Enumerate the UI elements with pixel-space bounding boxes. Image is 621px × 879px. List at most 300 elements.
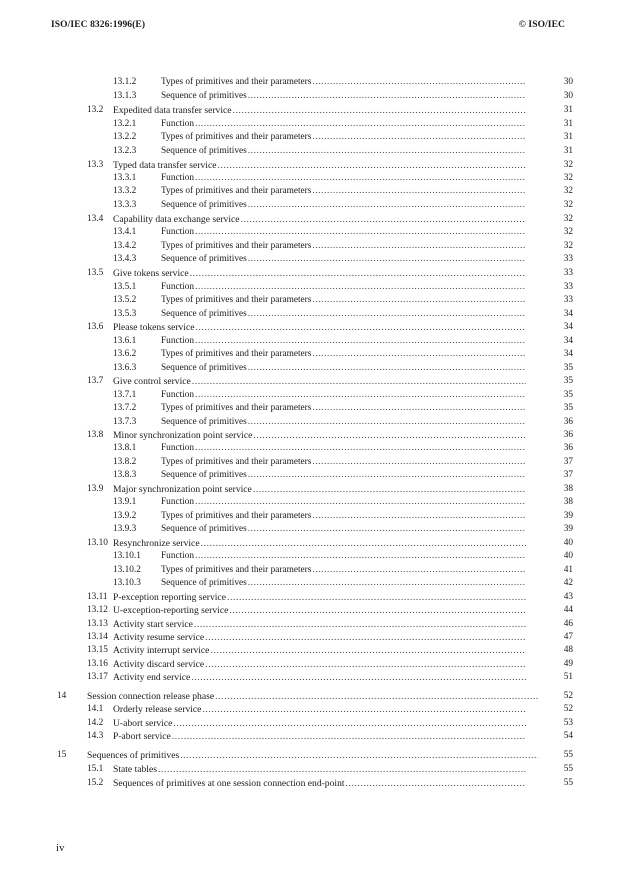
toc-entry[interactable] (0, 267, 621, 280)
toc-entry-title-text: Expedited data transfer service (113, 105, 232, 116)
toc-entry-title (87, 690, 538, 703)
toc-entry[interactable] (0, 591, 621, 604)
toc-entry-page: 54 (563, 731, 573, 741)
toc-entry-number: 13.4.2 (113, 241, 137, 251)
toc-entry-number: 13.8 (87, 430, 104, 440)
toc-entry-title (161, 442, 526, 455)
toc-entry-page: 39 (563, 511, 573, 521)
toc-entry-number: 13.6.3 (113, 363, 137, 373)
toc-entry-page: 53 (563, 718, 573, 728)
toc-entry-title-text: Sequences of primitives (87, 750, 180, 761)
toc-entry-page: 44 (563, 605, 573, 615)
toc-entry-title-text: Function (161, 551, 195, 561)
toc-entry-page: 31 (563, 146, 573, 156)
toc-entry[interactable] (0, 496, 621, 509)
toc-entry-title (113, 644, 526, 657)
dot-leader (241, 213, 526, 226)
toc-entry-title-text: Session connection release phase (87, 691, 215, 702)
toc-entry[interactable] (0, 564, 621, 577)
toc-entry-number: 15.1 (87, 764, 104, 774)
toc-entry-title-text: U-exception-reporting service (113, 605, 229, 616)
toc-entry-number: 13.3 (87, 160, 104, 170)
dot-leader (248, 145, 526, 158)
toc-entry-page: 36 (563, 430, 573, 440)
toc-entry-page: 34 (563, 322, 573, 332)
toc-entry-number: 13.16 (87, 659, 108, 669)
toc-entry-title (113, 321, 526, 334)
dot-leader (205, 658, 526, 671)
toc-entry-title (113, 483, 526, 496)
dot-leader (195, 496, 526, 509)
toc-entry[interactable] (0, 294, 621, 307)
toc-entry[interactable] (0, 185, 621, 198)
toc-entry-title (161, 172, 526, 185)
toc-entry[interactable] (0, 690, 621, 703)
toc-entry-number: 13.1.2 (113, 77, 137, 87)
toc-entry-title (113, 777, 526, 790)
toc-entry-page: 38 (563, 497, 573, 507)
toc-entry-title-text: Sequence of primitives (161, 200, 247, 210)
toc-entry-title-text: Function (161, 227, 195, 237)
toc-entry[interactable] (0, 777, 621, 790)
dot-leader (312, 456, 526, 469)
toc-entry-number: 13.5 (87, 268, 104, 278)
toc-entry-page: 31 (563, 119, 573, 129)
toc-entry-number: 13.4.1 (113, 227, 137, 237)
toc-entry-page: 32 (563, 186, 573, 196)
toc-entry-title (161, 348, 526, 361)
toc-entry-page: 30 (563, 77, 573, 87)
dot-leader (190, 267, 526, 280)
toc-entry-title-text: Types of primitives and their parameters (161, 403, 312, 413)
toc-entry-number: 13.17 (87, 672, 108, 682)
toc-entry-title-text: Types of primitives and their parameters (161, 349, 312, 359)
dot-leader (248, 199, 526, 212)
toc-entry-number: 13.2.2 (113, 132, 137, 142)
dot-leader (248, 577, 526, 590)
toc-entry-title-text: Please tokens service (113, 322, 195, 333)
toc-entry-number: 13.10.3 (113, 578, 141, 588)
toc-entry-title (113, 618, 526, 631)
toc-entry[interactable] (0, 145, 621, 158)
toc-entry-title-text: Sequence of primitives (161, 363, 247, 373)
toc-entry-number: 13.9 (87, 484, 104, 494)
toc-entry[interactable] (0, 730, 621, 743)
toc-entry-title (161, 308, 526, 321)
toc-entry-page: 51 (563, 672, 573, 682)
toc-entry-title-text: Activity resume service (113, 632, 205, 643)
toc-entry[interactable] (0, 671, 621, 684)
toc-entry-title (161, 118, 526, 131)
toc-entry-number: 13.2.3 (113, 146, 137, 156)
toc-entry-number: 13.9.1 (113, 497, 137, 507)
toc-entry-page: 32 (563, 214, 573, 224)
toc-entry-title-text: Sequence of primitives (161, 254, 247, 264)
toc-entry-page: 33 (563, 254, 573, 264)
toc-entry-title-text: Types of primitives and their parameters (161, 511, 312, 521)
dot-leader (248, 90, 526, 103)
dot-leader (217, 159, 526, 172)
toc-entry-title-text: Function (161, 173, 195, 183)
toc-entry-page: 49 (563, 659, 573, 669)
toc-entry-title-text: Function (161, 390, 195, 400)
toc-entry-title-text: Sequence of primitives (161, 417, 247, 427)
toc-entry-title-text: Types of primitives and their parameters (161, 457, 312, 467)
toc-entry-number: 13.8.3 (113, 470, 137, 480)
toc-entry-title (161, 145, 526, 158)
dot-leader (312, 240, 526, 253)
dot-leader (194, 618, 526, 631)
dot-leader (248, 362, 526, 375)
toc-entry-number: 14.3 (87, 731, 104, 741)
toc-entry[interactable] (0, 240, 621, 253)
toc-entry-title-text: Types of primitives and their parameters (161, 241, 312, 251)
toc-entry-page: 41 (563, 565, 573, 575)
toc-entry-number: 13.6.1 (113, 336, 137, 346)
toc-entry-number: 13.9.2 (113, 511, 137, 521)
toc-entry[interactable] (0, 537, 621, 550)
toc-entry-page: 34 (563, 349, 573, 359)
toc-entry-title (113, 213, 526, 226)
toc-entry-page: 36 (563, 443, 573, 453)
toc-entry[interactable] (0, 456, 621, 469)
toc-entry-title-text: Orderly release service (113, 704, 202, 715)
dot-leader (158, 763, 526, 776)
toc-entry-page: 48 (563, 645, 573, 655)
toc-entry-number: 13.1.3 (113, 91, 137, 101)
dot-leader (196, 321, 526, 334)
toc-entry[interactable] (0, 172, 621, 185)
dot-leader (195, 226, 526, 239)
toc-entry-number: 13.5.1 (113, 282, 137, 292)
dot-leader (229, 604, 526, 617)
dot-leader (248, 469, 526, 482)
toc-entry-title-text: P-exception reporting service (113, 592, 226, 603)
toc-entry-title-text: Activity discard service (113, 659, 205, 670)
toc-entry-title-text: U-abort service (113, 718, 173, 729)
toc-entry-number: 13.12 (87, 605, 108, 615)
toc-entry-page: 43 (563, 592, 573, 602)
toc-entry[interactable] (0, 118, 621, 131)
toc-entry-title (161, 253, 526, 266)
dot-leader (195, 442, 526, 455)
running-header-copyright: © ISO/IEC (518, 20, 565, 30)
toc-entry-page: 42 (563, 578, 573, 588)
toc-entry[interactable] (0, 604, 621, 617)
toc-entry[interactable] (0, 577, 621, 590)
toc-entry-number: 13.3.3 (113, 200, 137, 210)
toc-entry-page: 55 (563, 764, 573, 774)
dot-leader (312, 402, 526, 415)
toc-entry-page: 32 (563, 200, 573, 210)
toc-entry-title (161, 496, 526, 509)
toc-entry-title-text: Resynchronize service (113, 538, 200, 549)
toc-entry[interactable] (0, 703, 621, 716)
toc-entry[interactable] (0, 469, 621, 482)
dot-leader (227, 591, 526, 604)
toc-entry-title-text: Function (161, 282, 195, 292)
toc-entry[interactable] (0, 644, 621, 657)
dot-leader (248, 253, 526, 266)
toc-entry-number: 13.10 (87, 538, 108, 548)
toc-entry-title (113, 763, 526, 776)
toc-entry-title (113, 671, 526, 684)
toc-entry-page: 40 (563, 538, 573, 548)
toc-entry-number: 13.10.2 (113, 565, 141, 575)
toc-entry-page: 32 (563, 241, 573, 251)
toc-entry[interactable] (0, 199, 621, 212)
toc-entry-page: 34 (563, 309, 573, 319)
dot-leader (210, 644, 526, 657)
toc-entry-title (161, 362, 526, 375)
toc-entry-title (161, 416, 526, 429)
dot-leader (312, 294, 526, 307)
toc-entry-number: 13.8.1 (113, 443, 137, 453)
toc-entry-title-text: Minor synchronization point service (113, 430, 253, 441)
toc-entry[interactable] (0, 90, 621, 103)
toc-entry[interactable] (0, 104, 621, 117)
toc-entry-page: 35 (563, 363, 573, 373)
toc-entry-title-text: Activity end service (113, 672, 191, 683)
dot-leader (205, 631, 526, 644)
toc-entry-title (113, 717, 526, 730)
toc-entry-title (161, 185, 526, 198)
toc-entry-title (113, 658, 526, 671)
toc-entry-page: 37 (563, 470, 573, 480)
toc-entry-page: 31 (563, 105, 573, 115)
toc-entry-page: 47 (563, 632, 573, 642)
toc-entry-title (161, 523, 526, 536)
dot-leader (195, 550, 526, 563)
toc-entry-title (87, 749, 538, 762)
running-header-standard-id: ISO/IEC 8326:1996(E) (51, 20, 146, 30)
toc-entry-title (113, 429, 526, 442)
toc-entry-title (113, 537, 526, 550)
toc-entry-title (113, 730, 526, 743)
dot-leader (248, 308, 526, 321)
toc-entry[interactable] (0, 618, 621, 631)
toc-entry-title-text: State tables (113, 764, 157, 775)
toc-entry[interactable] (0, 429, 621, 442)
toc-entry[interactable] (0, 763, 621, 776)
toc-entry-title (161, 335, 526, 348)
toc-entry[interactable] (0, 510, 621, 523)
toc-entry-number: 13.3.1 (113, 173, 137, 183)
toc-entry-title (161, 294, 526, 307)
toc-entry[interactable] (0, 348, 621, 361)
toc-entry-number: 13.4.3 (113, 254, 137, 264)
dot-leader (195, 172, 526, 185)
toc-entry[interactable] (0, 550, 621, 563)
toc-entry-title-text: Capability data exchange service (113, 214, 240, 225)
toc-entry[interactable] (0, 76, 621, 89)
toc-entry-title (113, 631, 526, 644)
toc-entry-title-text: Sequence of primitives (161, 309, 247, 319)
toc-entry-title-text: Types of primitives and their parameters (161, 186, 312, 196)
toc-entry[interactable] (0, 717, 621, 730)
toc-entry-number: 13.7.1 (113, 390, 137, 400)
toc-entry-title-text: Function (161, 443, 195, 453)
toc-entry-number: 13.7.3 (113, 417, 137, 427)
toc-entry[interactable] (0, 375, 621, 388)
toc-entry-page: 32 (563, 173, 573, 183)
toc-entry-page: 30 (563, 91, 573, 101)
dot-leader (253, 483, 526, 496)
toc-entry-title (161, 577, 526, 590)
toc-entry-number: 13.5.2 (113, 295, 137, 305)
toc-entry-number: 13.6 (87, 322, 104, 332)
toc-entry[interactable] (0, 416, 621, 429)
toc-entry-title-text: Types of primitives and their parameters (161, 132, 312, 142)
toc-entry-title (161, 402, 526, 415)
toc-entry[interactable] (0, 631, 621, 644)
dot-leader (172, 730, 526, 743)
toc-entry-page: 33 (563, 268, 573, 278)
toc-entry-page: 37 (563, 457, 573, 467)
toc-entry-number: 13.11 (87, 592, 108, 602)
toc-entry-title-text: Activity start service (113, 619, 193, 630)
toc-entry-number: 13.5.3 (113, 309, 137, 319)
toc-entry-title (113, 591, 526, 604)
toc-entry-number: 13.2.1 (113, 119, 137, 129)
toc-entry-title (161, 240, 526, 253)
dot-leader (195, 335, 526, 348)
toc-entry-page: 32 (563, 227, 573, 237)
toc-entry-title-text: Activity interrupt service (113, 645, 210, 656)
toc-entry-title (113, 267, 526, 280)
toc-entry-page: 35 (563, 403, 573, 413)
toc-entry-page: 33 (563, 295, 573, 305)
dot-leader (195, 281, 526, 294)
toc-entry[interactable] (0, 523, 621, 536)
toc-entry-title (161, 510, 526, 523)
dot-leader (202, 703, 526, 716)
toc-entry-title-text: Give control service (113, 376, 191, 387)
toc-entry-title (113, 159, 526, 172)
dot-leader (233, 104, 526, 117)
toc-entry[interactable] (0, 335, 621, 348)
dot-leader (173, 717, 526, 730)
toc-entry-title (161, 90, 526, 103)
toc-entry-number: 15.2 (87, 778, 104, 788)
toc-entry-title-text: Types of primitives and their parameters (161, 295, 312, 305)
toc-entry[interactable] (0, 362, 621, 375)
dot-leader (253, 429, 526, 442)
toc-entry-page: 52 (563, 704, 573, 714)
dot-leader (191, 671, 526, 684)
page-number: iv (56, 842, 65, 854)
toc-entry-title (161, 456, 526, 469)
dot-leader (312, 564, 526, 577)
toc-entry-page: 35 (563, 376, 573, 386)
toc-entry-title (113, 604, 526, 617)
toc-entry-page: 38 (563, 484, 573, 494)
toc-entry-page: 34 (563, 336, 573, 346)
toc-entry-title (161, 469, 526, 482)
toc-entry[interactable] (0, 749, 621, 762)
toc-entry[interactable] (0, 308, 621, 321)
toc-entry[interactable] (0, 389, 621, 402)
toc-entry-title-text: Function (161, 119, 195, 129)
toc-entry[interactable] (0, 483, 621, 496)
toc-entry-title-text: Sequence of primitives (161, 91, 247, 101)
toc-entry-title-text: Sequence of primitives (161, 146, 247, 156)
toc-entry[interactable] (0, 213, 621, 226)
toc-entry[interactable] (0, 131, 621, 144)
dot-leader (195, 389, 526, 402)
toc-entry-title-text: P-abort service (113, 731, 171, 742)
dot-leader (195, 118, 526, 131)
dot-leader (346, 777, 526, 790)
dot-leader (312, 348, 526, 361)
toc-entry[interactable] (0, 226, 621, 239)
toc-entry-number: 13.2 (87, 105, 104, 115)
dot-leader (180, 749, 538, 762)
toc-entry-page: 36 (563, 417, 573, 427)
toc-entry-title-text: Sequence of primitives (161, 524, 247, 534)
toc-entry[interactable] (0, 658, 621, 671)
dot-leader (201, 537, 526, 550)
dot-leader (312, 131, 526, 144)
toc-entry-title-text: Sequence of primitives (161, 470, 247, 480)
toc-entry-title-text: Function (161, 336, 195, 346)
dot-leader (312, 185, 526, 198)
toc-entry-page: 55 (563, 778, 573, 788)
toc-entry[interactable] (0, 253, 621, 266)
toc-entry-number: 13.13 (87, 619, 108, 629)
toc-entry-number: 14.1 (87, 704, 104, 714)
toc-entry-title (113, 703, 526, 716)
toc-entry-page: 40 (563, 551, 573, 561)
toc-entry-title-text: Types of primitives and their parameters (161, 77, 312, 87)
toc-entry[interactable] (0, 321, 621, 334)
toc-entry-title-text: Major synchronization point service (113, 484, 252, 495)
toc-entry-number: 13.9.3 (113, 524, 137, 534)
toc-entry-page: 46 (563, 619, 573, 629)
dot-leader (248, 416, 526, 429)
toc-entry[interactable] (0, 281, 621, 294)
toc-entry[interactable] (0, 442, 621, 455)
toc-entry-page: 52 (563, 691, 573, 701)
toc-entry-number: 13.10.1 (113, 551, 141, 561)
toc-entry-title-text: Sequences of primitives at one session connection end-point (113, 778, 345, 789)
toc-entry-title-text: Typed data transfer service (113, 160, 217, 171)
toc-entry-title (161, 226, 526, 239)
toc-entry-title-text: Give tokens service (113, 268, 189, 279)
toc-entry-title (161, 389, 526, 402)
toc-entry-number: 13.14 (87, 632, 108, 642)
dot-leader (192, 375, 526, 388)
toc-entry-number: 13.6.2 (113, 349, 137, 359)
toc-entry-number: 13.15 (87, 645, 108, 655)
dot-leader (312, 76, 526, 89)
toc-entry[interactable] (0, 402, 621, 415)
toc-entry-title (161, 199, 526, 212)
toc-entry-number: 13.4 (87, 214, 104, 224)
toc-entry-number: 13.8.2 (113, 457, 137, 467)
toc-entry-page: 39 (563, 524, 573, 534)
toc-entry-title (161, 76, 526, 89)
toc-entry-title (161, 131, 526, 144)
toc-entry-title (113, 104, 526, 117)
dot-leader (248, 523, 526, 536)
toc-entry-page: 31 (563, 132, 573, 142)
toc-entry-number: 13.7 (87, 376, 104, 386)
toc-entry-title-text: Sequence of primitives (161, 578, 247, 588)
toc-entry[interactable] (0, 159, 621, 172)
toc-entry-title (113, 375, 526, 388)
toc-entry-page: 32 (563, 160, 573, 170)
